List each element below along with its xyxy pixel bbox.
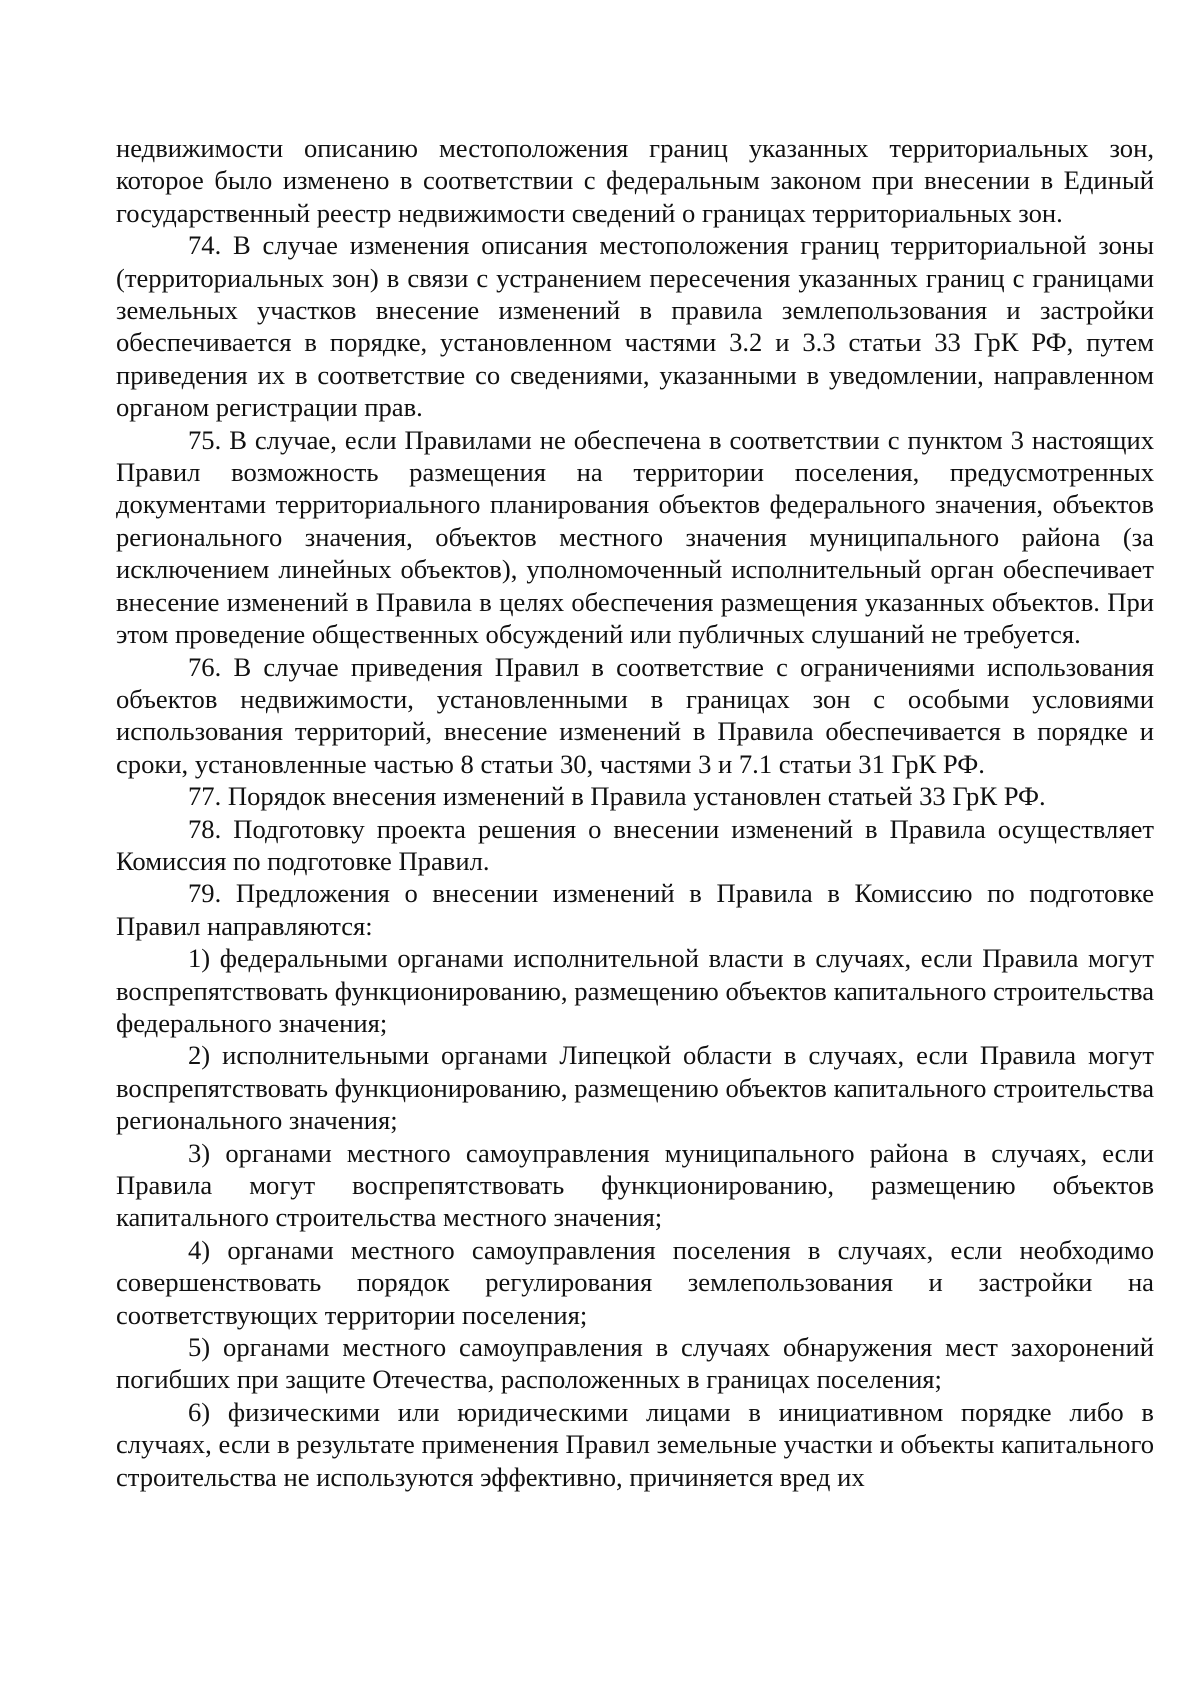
list-item-5: 5) органами местного самоуправления в случаях обнаружения мест захоронений погибших при защите Отечества, расположенных в границах поселения; <box>116 1332 1154 1395</box>
paragraph-74: 74. В случае изменения описания местоположения границ территориальной зоны (территориальных зон) в связи с устранением пересечения указанных границ с границами земельных участков внесение изменений в правила землепользования и застройки обеспечивается в порядке, установленном частями 3.2 и 3.3 статьи 33 ГрК РФ, путем приведения их в соответствие со сведениями, указанными в уведомлении, направленном органом регистрации прав. <box>116 230 1154 423</box>
paragraph-79: 79. Предложения о внесении изменений в Правила в Комиссию по подготовке Правил направляются: <box>116 878 1154 941</box>
paragraph-continuation: недвижимости описанию местоположения границ указанных территориальных зон, которое было изменено в соответствии с федеральным законом при внесении в Единый государственный реестр недвижимости сведений о границах территориальных зон. <box>116 133 1154 228</box>
paragraph-76: 76. В случае приведения Правил в соответствие с ограничениями использования объектов недвижимости, установленными в границах зон с особыми условиями использования территорий, внесение изменений в Правила обеспечивается в порядке и сроки, установленные частью 8 статьи 30, частями 3 и 7.1 статьи 31 ГрК РФ. <box>116 651 1154 779</box>
paragraph-75: 75. В случае, если Правилами не обеспечена в соответствии с пунктом 3 настоящих Правил возможность размещения на территории поселения, предусмотренных документами территориального планирования объектов федерального значения, объектов регионального значения, объектов местного значения муниципального района (за исключением линейных объектов), уполномоченный исполнительный орган обеспечивает внесение изменений в Правила в целях обеспечения размещения указанных объектов. При этом проведение общественных обсуждений или публичных слушаний не требуется. <box>116 424 1154 650</box>
list-item-2: 2) исполнительными органами Липецкой области в случаях, если Правила могут воспрепятствовать функционированию, размещению объектов капитального строительства регионального значения; <box>116 1040 1154 1136</box>
list-item-6: 6) физическими или юридическими лицами в инициативном порядке либо в случаях, если в результате применения Правил земельные участки и объекты капитального строительства не используются эффективно, причиняется вред их <box>116 1396 1154 1492</box>
document-page <box>116 132 1154 1493</box>
list-item-4: 4) органами местного самоуправления поселения в случаях, если необходимо совершенствовать порядок регулирования землепользования и застройки на соответствующих территории поселения; <box>116 1234 1154 1330</box>
list-item-1: 1) федеральными органами исполнительной власти в случаях, если Правила могут воспрепятствовать функционированию, размещению объектов капитального строительства федерального значения; <box>116 943 1154 1038</box>
paragraph-77: 77. Порядок внесения изменений в Правила установлен статьей 33 ГрК РФ. <box>188 781 1046 812</box>
paragraph-78: 78. Подготовку проекта решения о внесении изменений в Правила осуществляет Комиссия по подготовке Правил. <box>116 813 1154 876</box>
list-item-3: 3) органами местного самоуправления муниципального района в случаях, если Правила могут воспрепятствовать функционированию, размещению объектов капитального строительства местного значения; <box>116 1137 1154 1233</box>
